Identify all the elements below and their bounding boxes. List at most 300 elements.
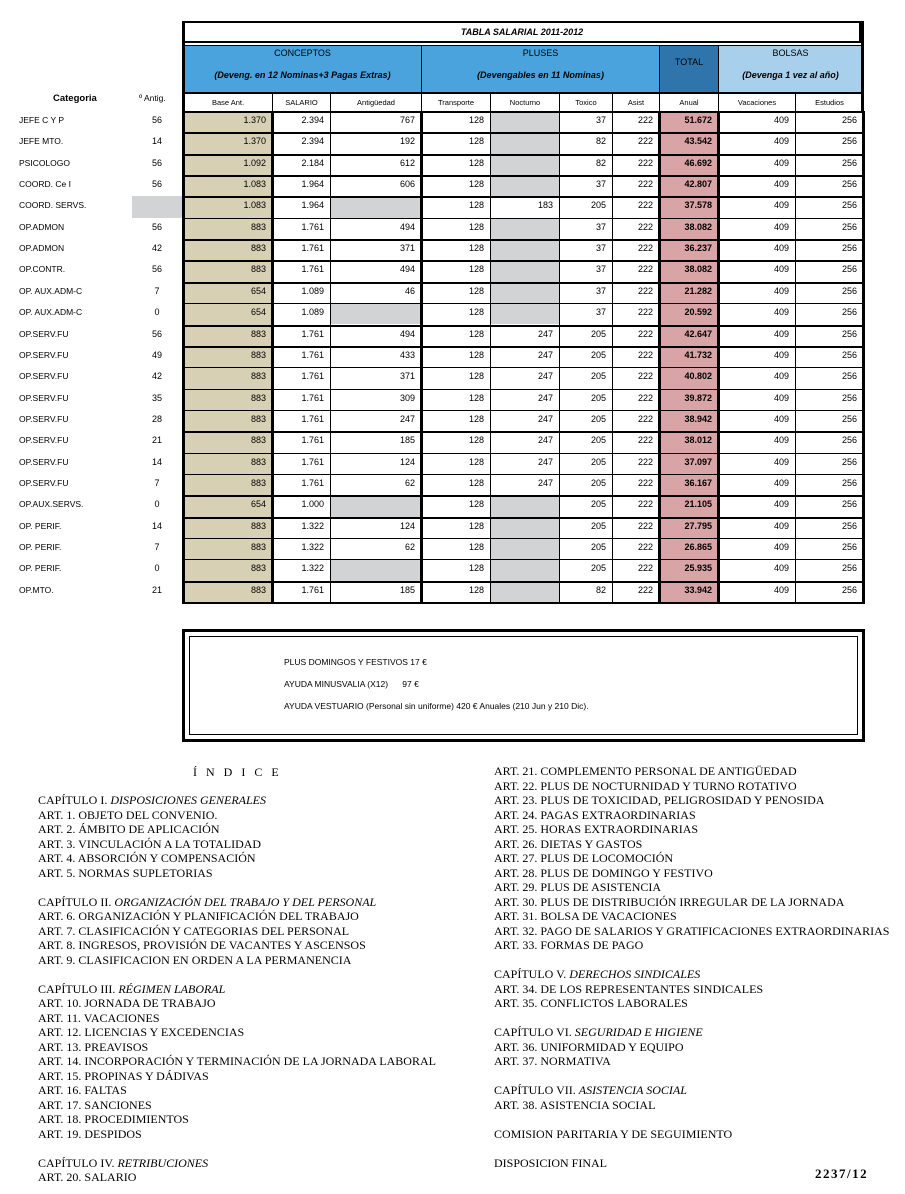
row-divider: [183, 453, 863, 454]
cell-asist: 222: [637, 157, 653, 168]
cell-antiguedad: 62: [404, 477, 415, 488]
cell-anual: 46.692: [684, 157, 712, 168]
cell-nocturno: 247: [537, 435, 553, 446]
cell-salario: 1.322: [301, 563, 324, 574]
cell-antiguedad: 494: [399, 328, 415, 339]
cell-base: 883: [250, 542, 266, 552]
row-antig: 56: [151, 157, 162, 168]
cell-transporte: 128: [468, 221, 484, 232]
cell-vacaciones: 409: [773, 328, 789, 339]
cell-salario: 1.761: [301, 221, 324, 232]
column-divider: [271, 111, 274, 604]
cell-anual: 37.578: [684, 200, 712, 211]
row-antig: 56: [151, 264, 162, 275]
cell-base: 654: [250, 307, 266, 318]
col-header-transporte: Transporte: [421, 93, 491, 112]
col-header-toxico: Toxico: [559, 93, 613, 112]
empty-antiguedad-cell: [331, 559, 421, 580]
cell-transporte: 128: [468, 349, 484, 360]
empty-nocturno-cell: [491, 132, 559, 153]
row-antig: 21: [151, 435, 162, 446]
cell-toxico: 205: [590, 477, 606, 488]
cell-asist: 222: [637, 349, 653, 360]
row-antig: 7: [154, 542, 160, 552]
row-category: OP.ADMON: [19, 243, 65, 254]
index-entry: ART. 6. ORGANIZACIÓN Y PLANIFICACIÓN DEL TRABAJO: [38, 909, 359, 923]
cell-toxico: 205: [590, 456, 606, 467]
cell-transporte: 128: [468, 200, 484, 211]
cell-vacaciones: 409: [773, 179, 789, 190]
cell-asist: 222: [637, 371, 653, 382]
cell-transporte: 128: [468, 285, 484, 296]
row-category: OP.SERV.FU: [19, 328, 69, 339]
empty-nocturno-cell: [491, 111, 559, 132]
cell-transporte: 128: [468, 392, 484, 403]
row-divider: [183, 538, 863, 539]
cell-toxico: 37: [595, 115, 606, 125]
cell-estudios: 256: [841, 115, 857, 125]
cell-vacaciones: 409: [773, 563, 789, 574]
cell-asist: 222: [637, 115, 653, 125]
cell-transporte: 128: [468, 264, 484, 275]
cell-estudios: 256: [841, 200, 857, 211]
cell-vacaciones: 409: [773, 584, 789, 595]
index-entry: ART. 28. PLUS DE DOMINGO Y FESTIVO: [494, 865, 713, 880]
cell-transporte: 128: [468, 328, 484, 339]
index-right-column: [494, 764, 889, 1170]
cell-salario: 1.761: [301, 328, 324, 339]
col-header-estudios: Estudios: [795, 93, 864, 112]
index-chapter: [38, 793, 436, 808]
index-title: Í N D I C E: [193, 765, 282, 779]
empty-nocturno-cell: [491, 538, 559, 559]
row-category: OP.SERV.FU: [19, 413, 69, 424]
cell-anual: 37.097: [684, 456, 712, 467]
chapter-number: CAPÍTULO VII.: [494, 1083, 576, 1097]
index-entry: ART. 14. INCORPORACIÓN Y TERMINACIÓN DE LA JORNADA LABORAL: [38, 1054, 436, 1068]
note-minusvalia: AYUDA MINUSVALIA (X12) 97 €: [284, 679, 419, 689]
cell-antiguedad: 46: [404, 285, 415, 296]
cell-vacaciones: 409: [773, 264, 789, 275]
cell-antiguedad: 767: [399, 115, 415, 125]
cell-vacaciones: 409: [773, 243, 789, 254]
column-divider: [612, 111, 613, 604]
row-category: JEFE C Y P: [19, 115, 65, 125]
cell-transporte: 128: [468, 499, 484, 510]
row-antig: 56: [151, 179, 162, 190]
row-category: COORD. Ce I: [19, 179, 71, 190]
cell-salario: 1.761: [301, 584, 324, 595]
cell-transporte: 128: [468, 115, 484, 125]
chapter-number: CAPÍTULO V.: [494, 967, 567, 981]
index-entry: ART. 37. NORMATIVA: [494, 1054, 611, 1068]
column-divider: [717, 111, 720, 604]
antig-header: º Antig.: [139, 93, 166, 103]
cell-asist: 222: [637, 413, 653, 424]
cell-base: 883: [250, 264, 266, 275]
index-entry: ART. 2. ÁMBITO DE APLICACIÓN: [38, 822, 220, 836]
index-entry: ART. 27. PLUS DE LOCOMOCIÓN: [494, 851, 674, 865]
row-antig: 14: [151, 136, 162, 147]
column-divider: [559, 111, 560, 604]
cell-estudios: 256: [841, 520, 857, 531]
group-total-label: TOTAL: [674, 57, 704, 67]
cell-salario: 1.761: [301, 392, 324, 403]
index-chapter: [494, 967, 889, 982]
cell-estudios: 256: [841, 136, 857, 147]
row-antig: 0: [154, 563, 160, 574]
cell-vacaciones: 409: [773, 349, 789, 360]
empty-nocturno-cell: [491, 303, 559, 324]
col-header-vacaciones: Vacaciones: [718, 93, 796, 112]
index-entry: ART. 11. VACACIONES: [38, 1010, 160, 1025]
row-category: OP.SERV.FU: [19, 477, 69, 488]
index-chapter: [38, 1156, 436, 1171]
cell-toxico: 37: [595, 307, 606, 318]
index-chapter: [38, 982, 436, 997]
page-number: 2237/12: [815, 1166, 869, 1181]
index-entry: ART. 8. INGRESOS, PROVISIÓN DE VACANTES Y ASCENSOS: [38, 938, 366, 952]
row-antig: 42: [151, 371, 162, 382]
row-category: COORD. SERVS.: [19, 200, 87, 211]
cell-toxico: 82: [595, 136, 606, 147]
index-entry: ART. 38. ASISTENCIA SOCIAL: [494, 1097, 656, 1112]
cell-base: 1.083: [243, 179, 266, 190]
cell-toxico: 37: [595, 285, 606, 296]
col-header-anual: Anual: [659, 93, 719, 112]
cell-anual: 25.935: [684, 563, 712, 574]
row-antig: 0: [154, 307, 160, 318]
cell-base: 883: [250, 435, 266, 446]
cell-base: 883: [250, 392, 266, 403]
cell-anual: 38.012: [684, 435, 712, 446]
cell-transporte: 128: [468, 307, 484, 318]
cell-estudios: 256: [841, 542, 857, 552]
cell-salario: 1.089: [301, 307, 324, 318]
cell-asist: 222: [637, 179, 653, 190]
cell-nocturno: 247: [537, 456, 553, 467]
cell-vacaciones: 409: [773, 520, 789, 531]
cell-estudios: 256: [841, 456, 857, 467]
cell-anual: 26.865: [684, 542, 712, 552]
cell-salario: 1.322: [301, 542, 324, 552]
index-entry: ART. 30. PLUS DE DISTRIBUCIÓN IRREGULAR DE LA JORNADA: [494, 894, 845, 909]
row-antig: 35: [151, 392, 162, 403]
row-category: OP.SERV.FU: [19, 456, 69, 467]
cell-anual: 42.807: [684, 179, 712, 190]
row-divider: [183, 218, 863, 219]
cell-estudios: 256: [841, 477, 857, 488]
cell-transporte: 128: [468, 136, 484, 147]
cell-salario: 1.761: [301, 349, 324, 360]
row-divider: [183, 410, 863, 411]
row-category: PSICOLOGO: [19, 157, 71, 168]
cell-toxico: 205: [590, 563, 606, 574]
row-antig: 42: [151, 243, 162, 254]
cell-asist: 222: [637, 285, 653, 296]
cell-estudios: 256: [841, 221, 857, 232]
row-divider: [183, 517, 863, 519]
cell-transporte: 128: [468, 157, 484, 168]
index-entry: ART. 13. PREAVISOS: [38, 1039, 149, 1054]
chapter-name: SEGURIDAD E HIGIENE: [574, 1025, 703, 1039]
cell-vacaciones: 409: [773, 285, 789, 296]
group-pluses-label: PLUSES: [522, 48, 559, 58]
cell-salario: 1.761: [301, 456, 324, 467]
row-divider: [183, 325, 863, 327]
row-category: OP.SERV.FU: [19, 392, 69, 403]
chapter-number: CAPÍTULO VI.: [494, 1025, 572, 1039]
index-entry: ART. 31. BOLSA DE VACACIONES: [494, 909, 677, 923]
cell-toxico: 205: [590, 499, 606, 510]
row-antig: 56: [151, 328, 162, 339]
cell-base: 654: [250, 285, 266, 296]
row-divider: [183, 282, 863, 284]
index-entry: ART. 36. UNIFORMIDAD Y EQUIPO: [494, 1039, 684, 1054]
cell-antiguedad: 371: [399, 243, 415, 254]
chapter-number: CAPÍTULO IV.: [38, 1155, 115, 1170]
chapter-name: ASISTENCIA SOCIAL: [578, 1083, 687, 1097]
cell-toxico: 37: [595, 243, 606, 254]
index-entry: ART. 1. OBJETO DEL CONVENIO.: [38, 807, 218, 822]
index-spacer: [38, 1141, 436, 1156]
row-category: OP.CONTR.: [19, 264, 66, 275]
cell-base: 883: [250, 413, 266, 424]
cell-antiguedad: 247: [399, 413, 415, 424]
empty-nocturno-cell: [491, 559, 559, 580]
row-divider: [183, 239, 863, 241]
cell-estudios: 256: [841, 499, 857, 510]
cell-vacaciones: 409: [773, 456, 789, 467]
cell-base: 883: [250, 328, 266, 339]
index-entry: ART. 23. PLUS DE TOXICIDAD, PELIGROSIDAD Y PENOSIDA: [494, 793, 825, 807]
empty-nocturno-cell: [491, 517, 559, 538]
cell-asist: 222: [637, 584, 653, 595]
row-category: OP. PERIF.: [19, 520, 62, 531]
cell-vacaciones: 409: [773, 413, 789, 424]
cell-anual: 38.082: [684, 264, 712, 275]
cell-nocturno: 247: [537, 413, 553, 424]
cell-anual: 43.542: [684, 136, 712, 147]
cell-salario: 2.394: [301, 136, 324, 147]
notes-box: [182, 629, 865, 742]
group-conceptos: [183, 45, 422, 93]
cell-estudios: 256: [841, 264, 857, 275]
cell-anual: 38.082: [684, 221, 712, 232]
cell-transporte: 128: [468, 584, 484, 595]
chapter-number: CAPÍTULO II.: [38, 894, 112, 909]
row-divider: [183, 367, 863, 368]
index-entry: COMISION PARITARIA Y DE SEGUIMIENTO: [494, 1126, 733, 1141]
cell-base: 1.092: [243, 157, 266, 168]
group-pluses: [421, 45, 660, 93]
cell-estudios: 256: [841, 349, 857, 360]
index-entry: DISPOSICION FINAL: [494, 1155, 608, 1170]
cell-anual: 41.732: [684, 349, 712, 360]
index-entry: ART. 7. CLASIFICACIÓN Y CATEGORIAS DEL PERSONAL: [38, 923, 350, 938]
cell-anual: 40.802: [684, 371, 712, 382]
notes-inner-frame: [189, 636, 858, 735]
table-title: TABLA SALARIAL 2011-2012: [183, 21, 861, 43]
empty-nocturno-cell: [491, 175, 559, 196]
row-antig: 28: [151, 413, 162, 424]
column-divider: [420, 111, 423, 604]
index-entry: ART. 34. DE LOS REPRESENTANTES SINDICALES: [494, 981, 764, 996]
col-header-nocturno: Nocturno: [490, 93, 560, 112]
cell-toxico: 205: [590, 349, 606, 360]
row-divider: [183, 196, 863, 198]
cell-vacaciones: 409: [773, 542, 789, 552]
row-divider: [183, 260, 863, 262]
col-header-salario: SALARIO: [272, 93, 331, 112]
group-conceptos-label: CONCEPTOS: [274, 48, 331, 58]
cell-anual: 21.105: [684, 499, 712, 510]
index-entry: ART. 17. SANCIONES: [38, 1097, 152, 1112]
cell-nocturno: 247: [537, 371, 553, 382]
cell-vacaciones: 409: [773, 136, 789, 147]
cell-transporte: 128: [468, 371, 484, 382]
cell-estudios: 256: [841, 179, 857, 190]
cell-estudios: 256: [841, 243, 857, 254]
row-category: OP.MTO.: [19, 584, 54, 595]
cell-anual: 27.795: [684, 520, 712, 531]
index-spacer: [494, 1112, 889, 1127]
cell-vacaciones: 409: [773, 221, 789, 232]
chapter-name: DISPOSICIONES GENERALES: [110, 793, 266, 807]
index-chapter: [494, 1025, 889, 1040]
index-spacer: [494, 1141, 889, 1156]
col-header-asist: Asist: [612, 93, 660, 112]
cell-salario: 1.761: [301, 243, 324, 254]
note-vestuario: AYUDA VESTUARIO (Personal sin uniforme) 420 € Anuales (210 Jun y 210 Dic).: [284, 701, 589, 711]
index-entry: ART. 22. PLUS DE NOCTURNIDAD Y TURNO ROTATIVO: [494, 778, 797, 793]
column-divider: [330, 111, 331, 604]
cell-antiguedad: 192: [399, 136, 415, 147]
cell-base: 883: [250, 456, 266, 467]
row-divider: [183, 559, 863, 560]
chapter-name: ORGANIZACIÓN DEL TRABAJO Y DEL PERSONAL: [114, 894, 377, 909]
cell-base: 883: [250, 584, 266, 595]
cell-salario: 1.000: [301, 499, 324, 510]
index-spacer: [38, 880, 436, 895]
row-divider: [183, 581, 863, 583]
cell-transporte: 128: [468, 413, 484, 424]
cell-estudios: 256: [841, 563, 857, 574]
column-divider: [490, 111, 491, 604]
empty-nocturno-cell: [491, 154, 559, 175]
cell-anual: 42.647: [684, 328, 712, 339]
cell-nocturno: 247: [537, 328, 553, 339]
row-category: OP.SERV.FU: [19, 435, 69, 446]
cell-estudios: 256: [841, 307, 857, 318]
cell-anual: 36.237: [684, 243, 712, 254]
row-antig: 21: [151, 584, 162, 595]
cell-asist: 222: [637, 200, 653, 211]
cell-asist: 222: [637, 499, 653, 510]
row-category: OP.SERV.FU: [19, 371, 69, 382]
cell-base: 883: [250, 477, 266, 488]
empty-nocturno-cell: [491, 581, 559, 602]
chapter-name: DERECHOS SINDICALES: [569, 967, 701, 981]
index-spacer: [38, 967, 436, 982]
cell-transporte: 128: [468, 542, 484, 552]
cell-toxico: 37: [595, 179, 606, 190]
cell-vacaciones: 409: [773, 200, 789, 211]
cell-salario: 1.964: [301, 200, 324, 211]
row-category: OP.AUX.SERVS.: [19, 499, 84, 510]
row-divider: [183, 495, 863, 497]
index-entry: ART. 32. PAGO DE SALARIOS Y GRATIFICACIONES EXTRAORDINARIAS: [494, 923, 890, 938]
cell-antiguedad: 124: [399, 520, 415, 531]
cell-base: 883: [250, 371, 266, 382]
cell-nocturno: 247: [537, 349, 553, 360]
cell-antiguedad: 606: [399, 179, 415, 190]
index-chapter: [494, 1083, 889, 1098]
column-divider: [862, 111, 865, 604]
index-entry: ART. 35. CONFLICTOS LABORALES: [494, 996, 688, 1010]
index-entry: ART. 16. FALTAS: [38, 1083, 127, 1097]
cell-base: 883: [250, 563, 266, 574]
row-antig: 0: [154, 499, 160, 510]
cell-anual: 21.282: [684, 285, 712, 296]
column-divider: [182, 21, 185, 112]
cell-salario: 1.761: [301, 413, 324, 424]
cell-toxico: 205: [590, 371, 606, 382]
cell-base: 883: [250, 221, 266, 232]
row-category: OP. AUX.ADM-C: [19, 307, 83, 318]
col-header-base: Base Ant.: [183, 93, 273, 112]
categoria-header: Categoria: [53, 93, 97, 104]
index-spacer: [494, 953, 889, 968]
chapter-number: CAPÍTULO I.: [38, 793, 108, 807]
row-category: OP.SERV.FU: [19, 349, 69, 360]
cell-asist: 222: [637, 563, 653, 574]
row-divider: [183, 346, 863, 348]
cell-asist: 222: [637, 477, 653, 488]
column-divider: [861, 21, 864, 112]
row-category: OP.ADMON: [19, 221, 65, 232]
cell-base: 654: [250, 499, 266, 510]
empty-antiguedad-cell: [331, 196, 421, 217]
cell-estudios: 256: [841, 371, 857, 382]
cell-anual: 38.942: [684, 413, 712, 424]
cell-toxico: 205: [590, 542, 606, 552]
cell-toxico: 82: [595, 157, 606, 168]
cell-vacaciones: 409: [773, 115, 789, 125]
row-antig: 56: [151, 115, 162, 125]
cell-nocturno: 247: [537, 392, 553, 403]
cell-base: 883: [250, 520, 266, 531]
cell-asist: 222: [637, 136, 653, 147]
index-entry: ART. 25. HORAS EXTRAORDINARIAS: [494, 822, 699, 836]
row-category: OP. AUX.ADM-C: [19, 285, 83, 296]
cell-estudios: 256: [841, 328, 857, 339]
cell-antiguedad: 185: [399, 584, 415, 595]
cell-toxico: 37: [595, 221, 606, 232]
row-divider: [183, 431, 863, 433]
group-bolsas: [718, 45, 863, 93]
empty-antig-cell: [132, 196, 183, 217]
index-spacer: [494, 1069, 889, 1084]
cell-salario: 1.761: [301, 371, 324, 382]
cell-asist: 222: [637, 328, 653, 339]
cell-transporte: 128: [468, 243, 484, 254]
index-entry: ART. 3. VINCULACIÓN A LA TOTALIDAD: [38, 836, 262, 851]
cell-antiguedad: 371: [399, 371, 415, 382]
index-entry: ART. 20. SALARIO: [38, 1170, 137, 1184]
cell-asist: 222: [637, 542, 653, 552]
index-entry: ART. 12. LICENCIAS Y EXCEDENCIAS: [38, 1025, 245, 1039]
